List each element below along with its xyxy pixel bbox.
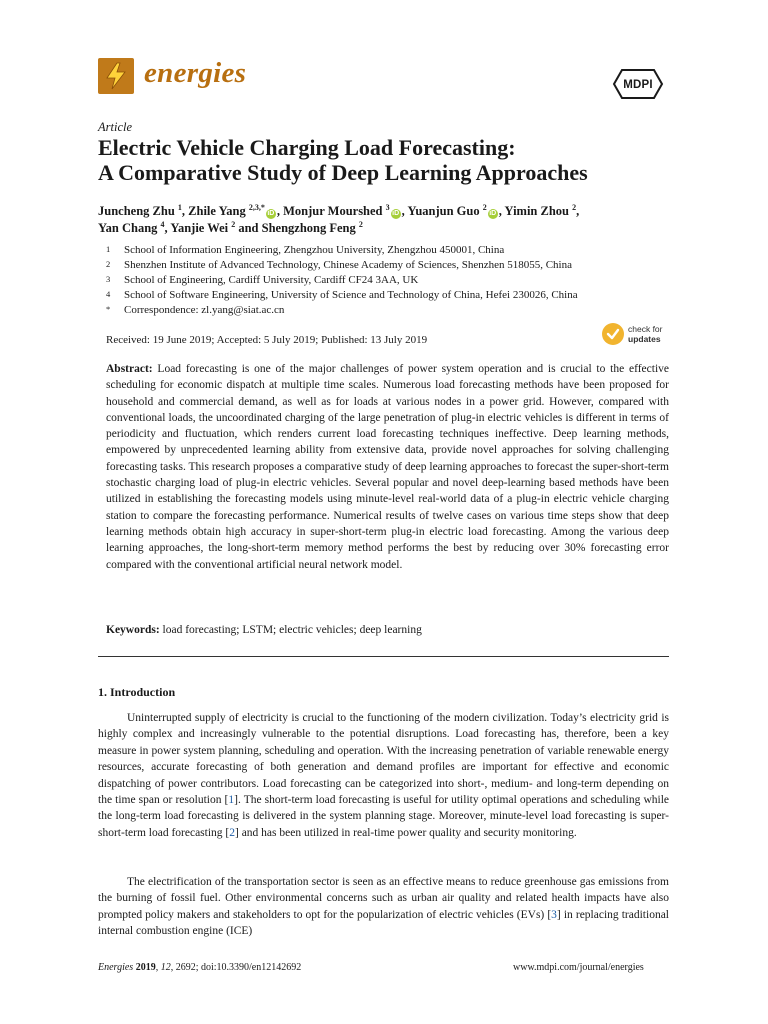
affiliation-marker: 1 [177, 203, 182, 212]
paragraph-text: ] in replacing traditional internal combustion engine (ICE) [98, 908, 669, 938]
affiliation-text: School of Information Engineering, Zhengzhou University, Zhengzhou 450001, China [124, 244, 505, 256]
section-heading: 1. Introduction [98, 685, 176, 699]
paragraph-text: Uninterrupted supply of electricity is crucial to the functioning of the modern civilization. Today’s electricity grid is highly complex and increasingly vulnerable to the potential disruptions. Load forecasting has, therefore, been a key measure in power system planning, scheduling and operation. With the increasing penetration of variable renewable energy resources, accurate forecasting of both generation and demand profiles are important for effective and economic dispatching of power contributors. Load forecasting can be categorized into short-, medium- and long-term depending on the time span or resolution [ [98, 712, 669, 807]
keywords-label: Keywords: [106, 624, 160, 636]
orcid-icon[interactable]: iD [392, 210, 400, 217]
publication-dates: Received: 19 June 2019; Accepted: 5 July 2019; Published: 13 July 2019 [106, 334, 428, 346]
affiliation-marker: 2 [358, 220, 363, 229]
check-updates-label [628, 324, 663, 344]
check-updates-line-2: updates [628, 334, 661, 344]
author-name[interactable]: Shengzhong Feng [261, 221, 356, 235]
keywords [106, 624, 422, 636]
affiliation-marker: 2 [231, 220, 236, 229]
abstract-label: Abstract: [106, 363, 153, 375]
author-name[interactable]: Yan Chang [98, 221, 158, 235]
check-for-updates-badge[interactable] [602, 323, 674, 349]
keywords-text: load forecasting; LSTM; electric vehicles; deep learning [162, 624, 422, 636]
correspondence-text[interactable]: Correspondence: zl.yang@siat.ac.cn [124, 304, 285, 316]
section-divider [98, 656, 669, 657]
citation-link[interactable]: 1 [228, 794, 235, 807]
check-updates-line-1: check for [628, 324, 663, 334]
publisher-name: MDPI [623, 79, 653, 91]
author-name[interactable]: Yuanjun Guo [407, 204, 480, 218]
footer-journal: Energies [98, 962, 134, 973]
abstract-text: Load forecasting is one of the major challenges of power system operation and is crucial to the effective scheduling for economic dispatch at multiple time scales. Numerous load forecasting methods have been proposed for household and commercial demand, as well as for loads at various nodes in a power grid. However, compared with conventional loads, the uncoordinated charging of the large penetration of plug-in electric vehicles is different in terms of periodicity and fluctuation, which renders current load forecasting techniques ineffective. Deep learning methods, empowered by unprecedented learning ability from extensive data, provide novel approaches for solving challenging forecasting tasks. This research proposes a comparative study of deep learning approaches to forecast the super-short-term stochastic charging load of plug-in electric vehicles. Several popular and novel deep-learning based methods have been utilized in establishing the forecasting models using minute-level real-world data of a plug-in electric vehicle charging station to compare the forecasting performance. Numerical results of twelve cases on various time steps show that deep learning methods obtain high accuracy in super-short-term plug-in electric load forecasting. Among the various deep learning approaches, the long-short-term memory method performs the best by reducing over 30% forecasting error compared with the conventional artificial neural network model. [106, 363, 670, 571]
journal-logo [98, 58, 134, 94]
article-title-line-2: A Comparative Study of Deep Learning Approaches [98, 160, 588, 185]
affiliation-number: 1 [106, 244, 111, 254]
author-name[interactable]: Zhile Yang [188, 204, 246, 218]
author-name[interactable]: Monjur Mourshed [283, 204, 383, 218]
publisher-logo [612, 68, 664, 100]
paragraph-text: ] and has been utilized in real-time power quality and security monitoring. [235, 826, 577, 839]
affiliation-number: 3 [106, 274, 111, 284]
orcid-icon[interactable]: iD [489, 210, 497, 217]
paragraph [98, 874, 669, 940]
journal-name: energies [144, 57, 247, 89]
paragraph-text: The electrification of the transportation sector is seen as an effective means to reduce greenhouse gas emissions from the burning of fossil fuel. Other environmental concerns such as urban air quality and related health impacts have also prompted policy makers and stakeholders to opt for the popularization of electric vehicles (EVs) [ [98, 876, 669, 921]
paragraph-text: ]. The short-term load forecasting is useful for utility optimal operations and scheduling while the long-term load forecasting is delivered in the system planning stage. Moreover, minute-level load forecasting is super-short-term load forecasting [ [98, 794, 669, 839]
affiliation-number: 2 [106, 259, 111, 269]
checkmark-icon [602, 323, 624, 345]
author-name[interactable]: Yanjie Wei [170, 221, 229, 235]
footer-doi[interactable]: , 2692; doi:10.3390/en12142692 [170, 962, 302, 973]
citation-footer: Energies 2019, 12, 2692; doi:10.3390/en12142692 [98, 962, 302, 973]
paragraph [98, 710, 669, 841]
article-title-line-1: Electric Vehicle Charging Load Forecasting: [98, 135, 516, 160]
affiliation-number: 4 [106, 289, 111, 299]
affiliation-text: Shenzhen Institute of Advanced Technology, Chinese Academy of Sciences, Shenzhen 518055, China [124, 259, 572, 271]
affiliation-text: School of Engineering, Cardiff University, Cardiff CF24 3AA, UK [124, 274, 419, 286]
abstract [106, 361, 669, 573]
citation-link[interactable]: 2 [229, 826, 235, 839]
author-list: Juncheng Zhu $^1$, Zhile Yang $^{2,3,*}$iD , Monjur Mourshed $^3$iD , Yuanjun Guo $^2$iD , Yimin Zhou $^2$, [98, 203, 580, 218]
orcid-icon[interactable]: iD [267, 210, 275, 217]
affiliation-marker: 2 [482, 203, 487, 212]
citation-link[interactable]: 3 [551, 908, 557, 921]
affiliation-marker: 2 [572, 203, 577, 212]
author-name[interactable]: Juncheng Zhu [98, 204, 175, 218]
author-list-continued: Yan Chang $^4$, Yanjie Wei $^2$ and Shengzhong Feng $^2$ [98, 220, 363, 235]
affiliation-marker: 3 [385, 203, 390, 212]
footer-year: 2019 [135, 962, 156, 973]
affiliation-marker: 2,3,* [248, 203, 265, 212]
footer-volume: 12 [160, 962, 171, 973]
journal-url[interactable]: www.mdpi.com/journal/energies [513, 962, 644, 973]
article-type: Article [98, 120, 133, 134]
lightning-bolt-icon [98, 58, 134, 94]
author-name[interactable]: Yimin Zhou [504, 204, 570, 218]
affiliation-marker: 4 [160, 220, 165, 229]
author-conjunction: and [238, 221, 259, 235]
affiliation-text: School of Software Engineering, University of Science and Technology of China, Hefei 230026, China [124, 289, 578, 301]
correspondence-marker: * [106, 304, 111, 314]
